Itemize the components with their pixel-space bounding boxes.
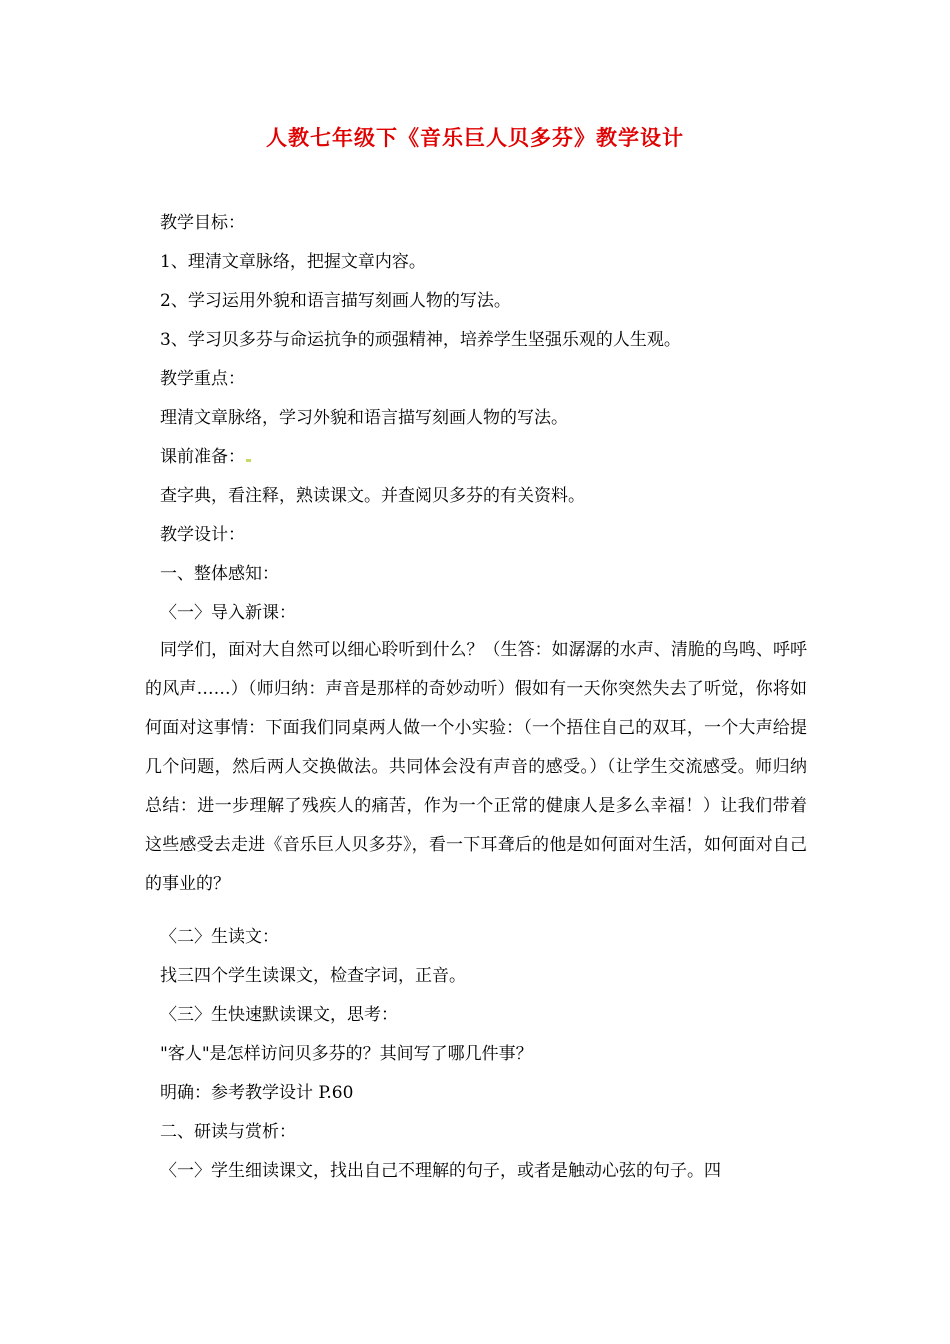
text-line-answer: 明确：参考教学设计 P.60 xyxy=(160,1083,354,1103)
text-line-preparation-heading xyxy=(160,446,252,468)
text-line-objective-3: 3、学习贝多芬与命运抗争的顽强精神，培养学生坚强乐观的人生观。 xyxy=(160,330,681,350)
text-line-key-points-heading: 教学重点： xyxy=(160,369,245,389)
text-line-preparation: 查字典，看注释，熟读课文。并查阅贝多芬的有关资料。 xyxy=(160,486,585,506)
text-line-section-two: 二、研读与赏析： xyxy=(160,1122,296,1142)
text-line-design-heading: 教学设计： xyxy=(160,525,245,545)
text-line-section-one: 一、整体感知： xyxy=(160,564,279,584)
text-line-reading-heading: 〈二〉生读文： xyxy=(160,927,279,947)
text-line-question: "客人"是怎样访问贝多芬的？其间写了哪几件事？ xyxy=(160,1044,533,1064)
preparation-heading-text: 课前准备： xyxy=(160,447,245,467)
text-line-objective-2: 2、学习运用外貌和语言描写刻画人物的写法。 xyxy=(160,291,511,311)
text-line-objective-1: 1、理清文章脉络，把握文章内容。 xyxy=(160,252,426,272)
text-line-reading: 找三四个学生读课文，检查字词，正音。 xyxy=(160,966,466,986)
paragraph-intro xyxy=(145,631,807,904)
text-line-intro-heading: 〈一〉导入新课： xyxy=(160,603,296,623)
text-line-close-reading: 〈一〉学生细读课文，找出自己不理解的句子，或者是触动心弦的句子。四 xyxy=(160,1161,721,1181)
text-line-teaching-objectives: 教学目标： xyxy=(160,213,245,233)
text-line-silent-reading: 〈三〉生快速默读课文，思考： xyxy=(160,1005,398,1025)
paragraph-intro-text: 同学们，面对大自然可以细心聆听到什么？（生答：如潺潺的水声、清脆的鸟鸣、呼呼的风声……）（师归纳：声音是那样的奇妙动听）假如有一天你突然失去了听觉，你将如何面对这事情：下面我们同桌两人做一个小实验：（一个捂住自己的双耳，一个大声给提几个问题，然后两人交换做法。共同体会没有声音的感受。）（让学生交流感受。师归纳总结：进一步理解了残疾人的痛苦，作为一个正常的健康人是多么幸福！）让我们带着这些感受去走进《音乐巨人贝多芬》，看一下耳聋后的他是如何面对生活，如何面对自己的事业的？ xyxy=(145,640,807,894)
edit-mark xyxy=(246,459,251,462)
document-title: 人教七年级下《音乐巨人贝多芬》教学设计 xyxy=(266,125,684,150)
text-line-key-points: 理清文章脉络，学习外貌和语言描写刻画人物的写法。 xyxy=(160,408,568,428)
